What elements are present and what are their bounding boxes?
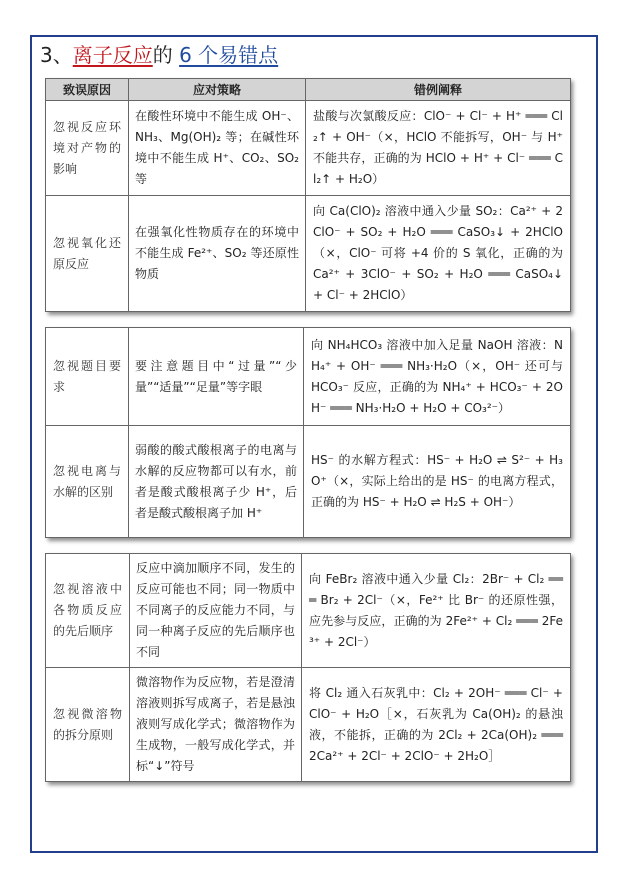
section-title [40,42,278,68]
header-cause: 致误原因 [46,79,129,101]
title-highlight: 离子反应 [72,43,153,67]
cell-example: 向 FeBr₂ 溶液中通入少量 Cl₂：2Br⁻ + Cl₂ ═══ Br₂ + 2Cl⁻（×，Fe²⁺ 比 Br⁻ 的还原性强，应先参与反应，正确的为 2Fe²⁺ + Cl₂ ═══ 2Fe³⁺ + 2Cl⁻） [302,554,571,668]
cell-strategy: 在酸性环境中不能生成 OH⁻、NH₃、Mg(OH)₂ 等；在碱性环境中不能生成 H⁺、CO₂、SO₂ 等 [129,101,306,196]
table-row [46,668,571,782]
error-table-part-1 [45,78,571,312]
table-row [46,328,571,426]
cell-cause: 忽视氧化还原反应 [46,196,129,312]
table-row [46,554,571,668]
table-segment-2 [45,327,570,538]
cell-cause: 忽视溶液中各物质反应的先后顺序 [46,554,130,668]
cell-example: 向 Ca(ClO)₂ 溶液中通入少量 SO₂：Ca²⁺ + 2ClO⁻ + SO₂ + H₂O ═══ CaSO₃↓ + 2HClO（×，ClO⁻ 可将 +4 价的 S 氧化，正确的为 Ca²⁺ + 3ClO⁻ + SO₂ + H₂O ═══ CaSO₄↓ + Cl⁻ + 2HClO） [306,196,571,312]
error-table-part-2 [45,327,571,538]
cell-cause: 忽视反应环境对产物的影响 [46,101,129,196]
table-header-row [46,79,571,101]
table-row [46,426,571,538]
cell-strategy: 弱酸的酸式酸根离子的电离与水解的反应物都可以有水，前者是酸式酸根离子少 H⁺，后者是酸式酸根离子加 H⁺ [129,426,304,538]
title-middle: 的 [152,43,173,67]
cell-strategy: 微溶物作为反应物，若是澄清溶液则拆写成离子，若是悬浊液则写成化学式；微溶物作为生成物，一般写成化学式，并标“↓”符号 [130,668,302,782]
cell-example: 向 NH₄HCO₃ 溶液中加入足量 NaOH 溶液：NH₄⁺ + OH⁻ ═══ NH₃·H₂O（×，OH⁻ 还可与 HCO₃⁻ 反应，正确的为 NH₄⁺ + HCO₃⁻ + 2OH⁻ ═══ NH₃·H₂O + H₂O + CO₃²⁻） [304,328,571,426]
cell-strategy: 在强氧化性物质存在的环境中不能生成 Fe²⁺、SO₂ 等还原性物质 [129,196,306,312]
cell-cause: 忽视微溶物的拆分原则 [46,668,130,782]
table-row [46,101,571,196]
cell-strategy: 要注意题目中“过量”“少量”“适量”“足量”等字眼 [129,328,304,426]
cell-example: 盐酸与次氯酸反应：ClO⁻ + Cl⁻ + H⁺ ═══ Cl₂↑ + OH⁻（×，HClO 不能拆写，OH⁻ 与 H⁺ 不能共存，正确的为 HClO + H⁺ + Cl⁻ ═══ Cl₂↑ + H₂O） [306,101,571,196]
title-prefix: 3、 [40,43,73,67]
cell-strategy: 反应中滴加顺序不同，发生的反应可能也不同；同一物质中不同离子的反应能力不同，与同一种离子反应的先后顺序也不同 [130,554,302,668]
table-segment-3 [45,553,570,782]
header-strategy: 应对策略 [129,79,306,101]
error-table-part-3 [45,553,571,782]
table-container [45,78,572,797]
cell-cause: 忽视题目要求 [46,328,129,426]
cell-example: 将 Cl₂ 通入石灰乳中：Cl₂ + 2OH⁻ ═══ Cl⁻ + ClO⁻ + H₂O［×，石灰乳为 Ca(OH)₂ 的悬浊液，不能拆，正确的为 2Cl₂ + 2Ca(OH)₂ ═══ 2Ca²⁺ + 2Cl⁻ + 2ClO⁻ + 2H₂O］ [302,668,571,782]
cell-cause: 忽视电离与水解的区别 [46,426,129,538]
cell-example: HS⁻ 的水解方程式：HS⁻ + H₂O ⇌ S²⁻ + H₃O⁺（×，实际上给出的是 HS⁻ 的电离方程式，正确的为 HS⁻ + H₂O ⇌ H₂S + OH⁻） [304,426,571,538]
table-row [46,196,571,312]
header-example: 错例阐释 [306,79,571,101]
title-suffix: 6 个易错点 [179,43,279,67]
table-segment-1 [45,78,570,312]
